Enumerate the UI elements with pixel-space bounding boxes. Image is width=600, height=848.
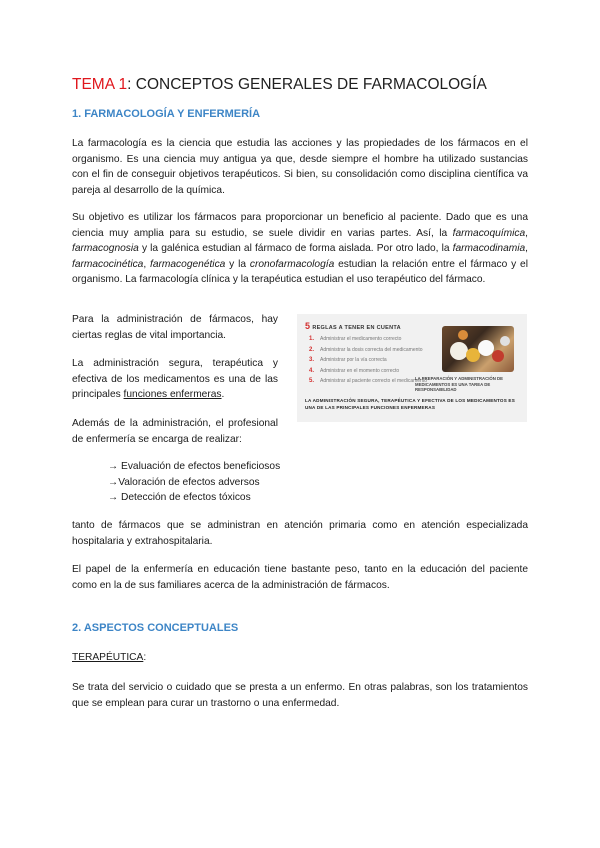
list-item: → Detección de efectos tóxicos bbox=[108, 492, 251, 504]
paragraph-definition: Se trata del servicio o cuidado que se presta a un enfermo. En otras palabras, son los tratamientos que se emplean para curar un trastorno o una enfermedad. bbox=[72, 682, 528, 709]
rule-text: Administrar en el momento correcto bbox=[320, 367, 400, 374]
rule-item bbox=[309, 368, 427, 379]
rule-number: 2. bbox=[309, 346, 315, 353]
text: Su objetivo es utilizar los fármacos para proporcionar un beneficio al paciente. Dado que es una ciencia muy amplia para su estudio, se suele dividir en varias partes. Así, la bbox=[72, 212, 528, 239]
title-text: : CONCEPTOS GENERALES DE FARMACOLOGÍA bbox=[127, 76, 487, 93]
rule-item bbox=[309, 336, 427, 347]
rule-number: 4. bbox=[309, 367, 315, 374]
text: , bbox=[525, 227, 528, 239]
rule-number: 1. bbox=[309, 336, 315, 342]
paragraph-tasks: Además de la administración, el profesional de enfermería se encarga de realizar: bbox=[72, 418, 278, 445]
paragraph-intro: La farmacología es la ciencia que estudia las acciones y las propiedades de los fármacos en el organismo. Es una ciencia muy antigua ya que, desde siempre el hombre ha utilizado sustancias con el fin de conseguir objetivos terapéuticos. Si bien, su consolidación como disciplina científica va pareja al desarrollo de la química. bbox=[72, 138, 528, 196]
list-item: →Valoración de efectos adversos bbox=[108, 476, 260, 488]
page-title bbox=[72, 76, 487, 94]
rules-list bbox=[309, 336, 427, 389]
paragraph-objective bbox=[72, 210, 528, 288]
infographic-footer: LA ADMINISTRACIÓN SEGURA, TERAPÉUTICA Y EFECTIVA DE LOS MEDICAMENTOS ES UNA DE LAS PRINCIPALES FUNCIONES ENFERMERAS bbox=[305, 398, 515, 410]
infographic-number: 5 bbox=[305, 321, 311, 331]
rule-item bbox=[309, 378, 427, 389]
rule-item bbox=[309, 357, 427, 368]
rule-text: Administrar la dosis correcta del medicamento bbox=[320, 346, 423, 353]
title-tema: TEMA 1 bbox=[72, 76, 128, 93]
text: : bbox=[143, 652, 147, 663]
pill-shape bbox=[450, 342, 468, 360]
rule-text: Administrar por la vía correcta bbox=[320, 357, 387, 363]
rule-item bbox=[309, 347, 427, 358]
rule-text: Administrar al paciente correcto el medicamento bbox=[320, 378, 428, 384]
paragraph-rules: Para la administración de fármacos, hay ciertas reglas de vital importancia. bbox=[72, 314, 278, 341]
paragraph-functions bbox=[72, 356, 278, 403]
text: , bbox=[525, 243, 528, 255]
term-farmacognosia: farmacognosia bbox=[72, 243, 139, 255]
term-label bbox=[72, 650, 528, 666]
term-terapeutica: TERAPÉUTICA bbox=[72, 652, 144, 663]
pill-shape bbox=[500, 336, 510, 346]
pill-shape bbox=[458, 330, 468, 340]
term-farmacoquimica: farmacoquímica bbox=[452, 227, 526, 239]
infographic-caption: LA PREPARACIÓN Y ADMINISTRACIÓN DE MEDICAMENTOS ES UNA TAREA DE RESPONSABILIDAD bbox=[415, 376, 504, 392]
text: estudian la relación entre el fármaco y el organismo. La farmacología clínica y la terapéutica estudian el uso terapéutico del fármaco. bbox=[72, 258, 528, 286]
paragraph-settings: tanto de fármacos que se administran en atención primaria como en atención especializada hospitalaria y extrahospitalaria. bbox=[72, 520, 528, 547]
paragraph-education: El papel de la enfermería en educación tiene bastante peso, tanto en la educación del paciente como en la de sus familiares acerca de la administración de fármacos. bbox=[72, 564, 528, 591]
pills-photo bbox=[442, 326, 514, 372]
term-farmacodinamia: farmacodinamia bbox=[452, 243, 526, 255]
rule-number: 5. bbox=[309, 378, 315, 384]
text: , bbox=[143, 258, 151, 270]
text: y la galénica estudian al fármaco de forma aislada. Por otro lado, la bbox=[138, 243, 453, 255]
list-item: → Evaluación de efectos beneficiosos bbox=[108, 461, 281, 472]
infographic-title: REGLAS A TENER EN CUENTA bbox=[312, 325, 401, 331]
rule-text: Administrar el medicamento correcto bbox=[320, 336, 402, 342]
section1-heading: 1. FARMACOLOGÍA Y ENFERMERÍA bbox=[72, 108, 261, 120]
rules-infographic bbox=[297, 314, 527, 422]
underlined-term: funciones enfermeras bbox=[123, 389, 222, 401]
section2-heading: 2. ASPECTOS CONCEPTUALES bbox=[72, 622, 239, 634]
term-cronofarmacologia: cronofarmacología bbox=[249, 258, 335, 270]
rule-number: 3. bbox=[309, 357, 315, 363]
infographic-heading bbox=[305, 321, 401, 331]
text: . bbox=[221, 389, 225, 401]
term-farmacogenetica: farmacogenética bbox=[150, 258, 226, 270]
text: La administración segura, terapéutica y efectiva de los medicamentos es una de las principales bbox=[72, 358, 278, 401]
text: y la bbox=[225, 258, 250, 270]
term-farmacocinetica: farmacocinética bbox=[72, 258, 144, 270]
pill-shape bbox=[492, 350, 504, 362]
task-list bbox=[108, 459, 280, 506]
